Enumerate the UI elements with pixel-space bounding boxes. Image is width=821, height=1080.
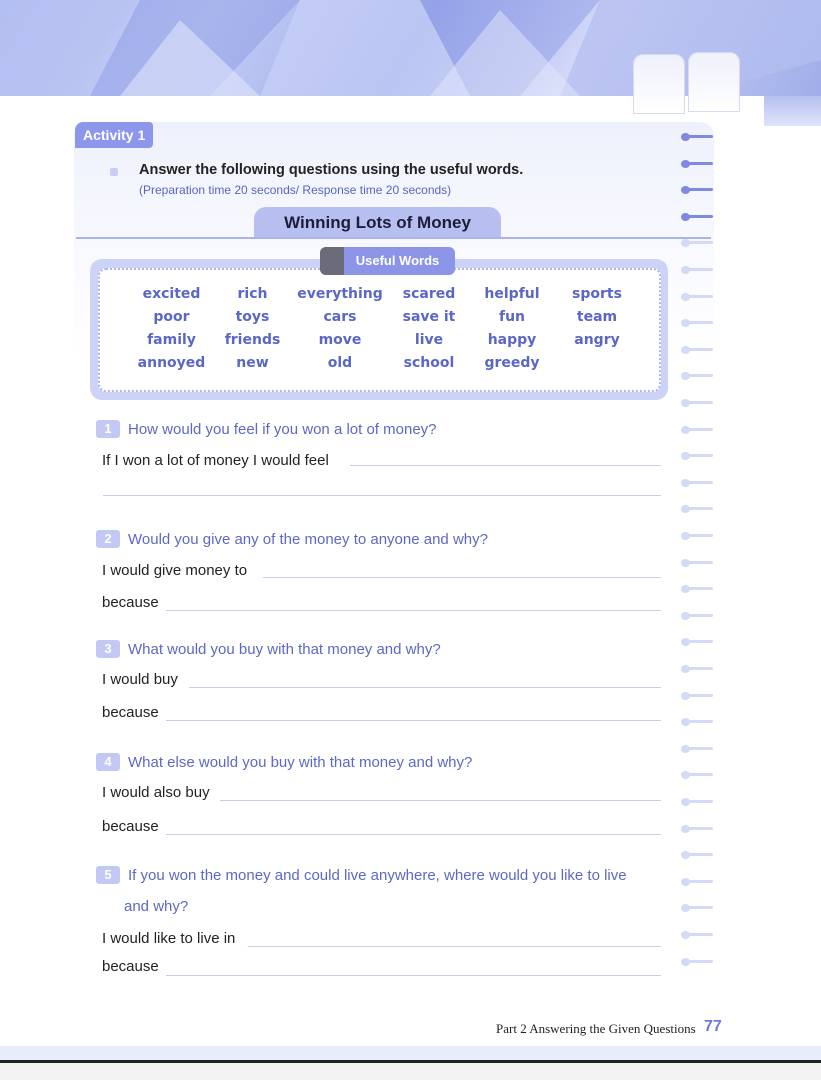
useful-word: family [147, 332, 196, 348]
answer-line[interactable] [220, 800, 661, 801]
useful-word: old [327, 355, 353, 371]
useful-words-label: Useful Words [320, 247, 455, 275]
useful-word: save it [402, 309, 456, 325]
ring-icon [679, 345, 715, 355]
answer-line[interactable] [166, 610, 661, 611]
useful-word: friends [224, 332, 281, 348]
ring-icon [679, 531, 715, 541]
ring-icon [679, 451, 715, 461]
useful-word: live [414, 332, 444, 348]
question-4 [96, 753, 472, 771]
ring-icon [679, 770, 715, 780]
useful-word: fun [498, 309, 526, 325]
answer-line[interactable] [189, 687, 661, 688]
ring-icon [679, 398, 715, 408]
question-number: 1 [96, 420, 120, 438]
topic-divider [76, 237, 711, 239]
ring-icon [679, 212, 715, 222]
ring-icon [679, 797, 715, 807]
question-text: If you won the money and could live anywhere, where would you like to live [128, 867, 627, 884]
useful-words-label-tab [320, 247, 344, 275]
question-3 [96, 640, 441, 658]
useful-word: excited [142, 286, 201, 302]
question-number: 5 [96, 866, 120, 884]
useful-word: everything [297, 286, 383, 302]
instructions-timing: (Preparation time 20 seconds/ Response time 20 seconds) [139, 183, 452, 197]
useful-word: school [403, 355, 455, 371]
ring-icon [679, 611, 715, 621]
useful-word: sports [572, 286, 622, 302]
ring-icon [679, 664, 715, 674]
ring-icon [679, 558, 715, 568]
answer-prompt: If I won a lot of money I would feel [102, 452, 329, 469]
answer-line[interactable] [103, 495, 661, 496]
useful-word: annoyed [137, 355, 206, 371]
ring-icon [679, 850, 715, 860]
question-text: How would you feel if you won a lot of money? [128, 421, 437, 438]
question-1 [96, 420, 437, 438]
question-text: What would you buy with that money and why? [128, 641, 441, 658]
ring-icon [679, 425, 715, 435]
answer-line[interactable] [166, 834, 661, 835]
ring-icon [679, 132, 715, 142]
answer-prompt: because [102, 818, 159, 835]
ring-icon [679, 903, 715, 913]
activity-badge: Activity 1 [75, 122, 153, 148]
question-text-continued: and why? [124, 898, 189, 915]
question-5 [96, 866, 627, 884]
topic-title: Winning Lots of Money [254, 207, 501, 238]
bullet-icon [110, 168, 118, 176]
useful-words-grid [128, 286, 638, 378]
question-number: 4 [96, 753, 120, 771]
ring-icon [679, 930, 715, 940]
header-background-edge [764, 96, 821, 126]
question-number: 2 [96, 530, 120, 548]
question-text: Would you give any of the money to anyone and why? [128, 531, 488, 548]
answer-line[interactable] [166, 975, 661, 976]
ring-icon [679, 504, 715, 514]
useful-word: angry [574, 332, 620, 348]
ring-icon [679, 318, 715, 328]
answer-prompt: I would buy [102, 671, 178, 688]
ring-icon [679, 877, 715, 887]
ring-icon [679, 238, 715, 248]
ring-icon [679, 717, 715, 727]
answer-line[interactable] [263, 577, 661, 578]
answer-prompt: I would also buy [102, 784, 210, 801]
ring-icon [679, 478, 715, 488]
ring-icon [679, 292, 715, 302]
answer-line[interactable] [248, 946, 661, 947]
ring-icon [679, 159, 715, 169]
useful-word: team [576, 309, 618, 325]
footer-section-title: Part 2 Answering the Given Questions [496, 1021, 696, 1036]
page-tab-decoration [688, 52, 740, 112]
ring-icon [679, 185, 715, 195]
ring-icon [679, 584, 715, 594]
useful-word: scared [402, 286, 456, 302]
answer-prompt: I would like to live in [102, 930, 236, 947]
useful-word: happy [487, 332, 537, 348]
useful-word: toys [235, 309, 270, 325]
question-number: 3 [96, 640, 120, 658]
useful-word: cars [323, 309, 357, 325]
answer-prompt: because [102, 704, 159, 721]
useful-word: poor [153, 309, 190, 325]
instructions-title: Answer the following questions using the useful words. [139, 162, 524, 178]
footer-strip [0, 1046, 821, 1060]
page-tab-decoration [633, 54, 685, 114]
useful-word: helpful [484, 286, 540, 302]
useful-word: move [318, 332, 362, 348]
ring-icon [679, 265, 715, 275]
answer-prompt: because [102, 958, 159, 975]
useful-word: new [236, 355, 269, 371]
useful-word [556, 355, 638, 378]
useful-word: rich [237, 286, 268, 302]
answer-prompt: I would give money to [102, 562, 248, 579]
ring-icon [679, 957, 715, 967]
page-edge [0, 1060, 821, 1080]
ring-icon [679, 371, 715, 381]
answer-line[interactable] [166, 720, 661, 721]
question-text: What else would you buy with that money and why? [128, 754, 473, 771]
question-2 [96, 530, 488, 548]
ring-icon [679, 824, 715, 834]
answer-line[interactable] [350, 465, 661, 466]
useful-word: greedy [484, 355, 540, 371]
answer-prompt: because [102, 594, 159, 611]
ring-icon [679, 691, 715, 701]
ring-icon [679, 744, 715, 754]
ring-icon [679, 637, 715, 647]
page-number: 77 [704, 1018, 722, 1035]
